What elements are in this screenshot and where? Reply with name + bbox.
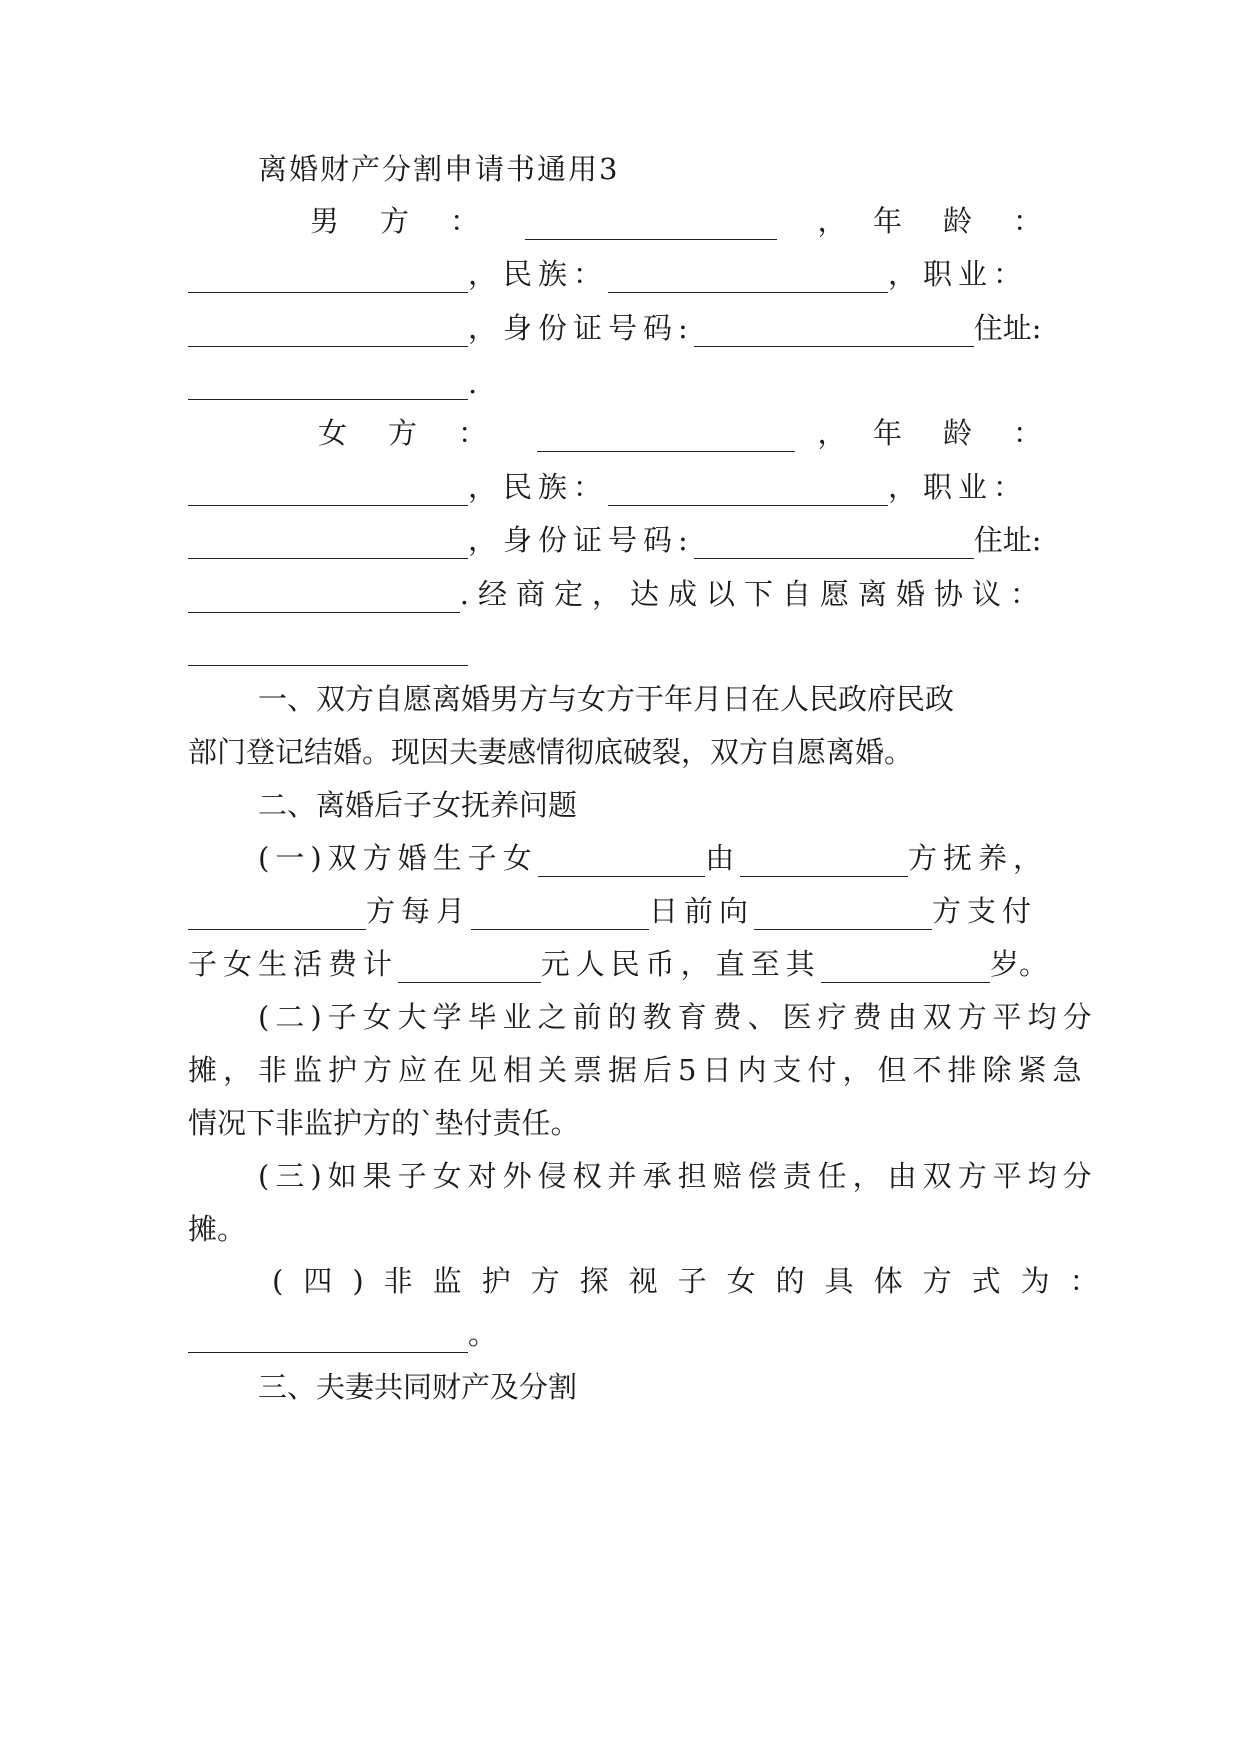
payer-blank [188, 901, 366, 930]
wife-id-blank [694, 530, 974, 559]
section-1-line-1: 一、双方自愿离婚男方与女方于年月日在人民政府民政 [258, 682, 955, 716]
husband-ethnic-blank [608, 264, 888, 293]
section-2-3-line-1: (三)如果子女对外侵权并承担赔偿责任，由双方平均分 [258, 1159, 1098, 1193]
section-2-heading: 二、离婚后子女抚养问题 [258, 788, 578, 822]
day-blank [471, 901, 649, 930]
husband-job-blank [188, 318, 468, 347]
husband-line-2 [188, 253, 1048, 293]
wife-job-label: ，职业： [888, 470, 1029, 504]
s2-1-text-i: 岁。 [989, 947, 1048, 981]
husband-id-blank [694, 318, 974, 347]
section-2-2-line-1: (二)子女大学毕业之前的教育费、医疗费由双方平均分 [258, 1000, 1098, 1034]
wife-age-blank [188, 477, 468, 506]
husband-line-1 [310, 200, 1048, 240]
document-title: 离婚财产分割申请书通用3 [258, 152, 620, 186]
custodian-blank [740, 848, 908, 877]
visitation-blank [188, 1324, 468, 1353]
wife-ethnic-label: ，民族： [468, 470, 609, 504]
husband-addr-blank [188, 371, 468, 400]
children-blank [538, 848, 706, 877]
s2-1-text-f: 方支付 [932, 894, 1038, 928]
amount-blank [398, 954, 541, 983]
husband-ethnic-label: ，民族： [468, 257, 609, 291]
section-2-1-line-1 [258, 837, 1048, 877]
section-2-2-line-2: 摊，非监护方应在见相关票据后5日内支付，但不排除紧急 [188, 1053, 1088, 1087]
section-2-1-line-3 [188, 943, 1048, 983]
husband-job-label: ，职业： [888, 257, 1029, 291]
wife-line-5 [188, 626, 1048, 666]
section-2-4-line-1: (四)非监护方探视子女的具体方式为： [272, 1264, 1119, 1298]
husband-age-blank [188, 264, 468, 293]
s2-1-text-g: 子女生活费计 [188, 947, 399, 981]
section-2-1-line-2 [188, 890, 1048, 930]
s2-4-end: 。 [468, 1317, 498, 1351]
age-blank [821, 954, 990, 983]
s2-1-text-a: (一)双方婚生子女 [258, 841, 538, 875]
section-1-line-2: 部门登记结婚。现因夫妻感情彻底破裂，双方自愿离婚。 [188, 735, 914, 769]
husband-line-4 [188, 360, 1048, 400]
wife-line-3 [188, 519, 1048, 559]
section-2-4-line-2 [188, 1313, 1048, 1353]
wife-addr-label: 住址: [973, 523, 1042, 557]
section-2-3-line-2: 摊。 [188, 1212, 247, 1246]
wife-line-2 [188, 466, 1048, 506]
section-2-2-line-3: 情况下非监护方的`垫付责任。 [188, 1106, 580, 1140]
s2-1-text-b: 由 [705, 841, 741, 875]
husband-addr-label: 住址: [973, 311, 1042, 345]
wife-age-label: ， 年 龄 ： [817, 416, 1048, 450]
husband-line-3 [188, 307, 1048, 347]
s2-1-text-c: 方抚养， [907, 841, 1048, 875]
receiver-blank [754, 901, 932, 930]
wife-id-label: ，身份证号码: [468, 523, 694, 557]
husband-end: . [468, 366, 478, 400]
wife-line-1 [318, 412, 1048, 452]
s2-1-text-h: 元人民币，直至其 [540, 947, 821, 981]
husband-name-blank [525, 211, 777, 240]
s2-1-text-e: 日前向 [649, 894, 755, 928]
agreement-intro: .经商定，达成以下自愿离婚协议： [459, 577, 1048, 611]
s2-1-text-d: 方每月 [366, 894, 472, 928]
husband-label: 男 方 ： [310, 204, 486, 238]
agreement-blank [188, 637, 468, 666]
section-3-heading: 三、夫妻共同财产及分割 [258, 1370, 578, 1404]
wife-label: 女 方 ： [318, 416, 494, 450]
wife-ethnic-blank [608, 477, 888, 506]
husband-id-label: ，身份证号码: [468, 311, 694, 345]
husband-age-label: ， 年 龄 ： [817, 204, 1048, 238]
wife-name-blank [537, 423, 795, 452]
wife-job-blank [188, 530, 468, 559]
wife-addr-blank [188, 584, 460, 613]
wife-line-4 [188, 573, 1048, 613]
